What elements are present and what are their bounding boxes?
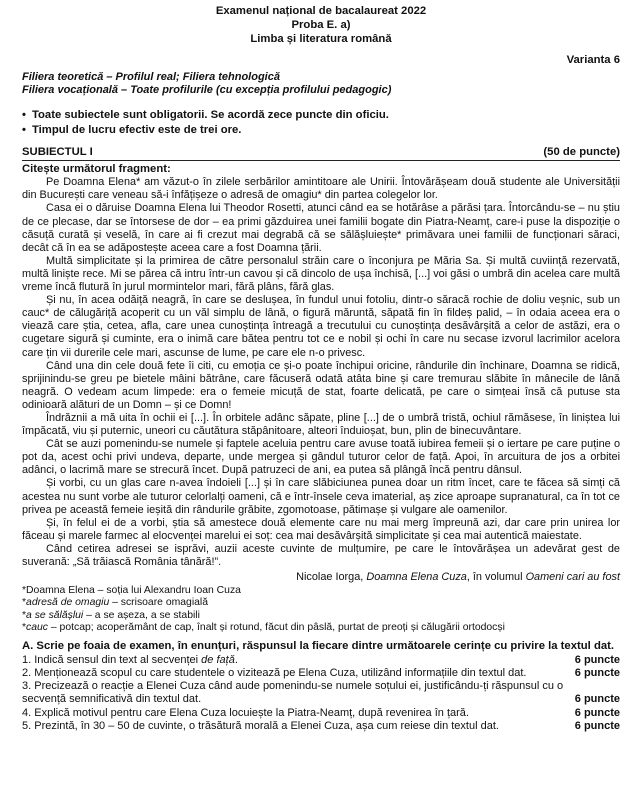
requirement-text — [22, 707, 575, 720]
requirement-points: 6 puncte — [574, 667, 620, 680]
requirement-points: 6 puncte — [574, 706, 620, 719]
requirement-end: . — [234, 653, 238, 666]
note-term: adresă de omagiu — [26, 597, 110, 609]
note-term: a se sălășlui — [26, 609, 84, 621]
fragment-paragraph: Și, în felul ei de a vorbi, știa să amestece două elemente care nu mai merg împreună azi, dar care prin unirea lor făceau și marele farmec al elocvenței marelui ei soț: cea mai desăvârșită simplicitate și cea mai autentică maiestate. — [22, 516, 620, 542]
fragment-paragraph: Multă simplicitate și la primirea de către personalul străin care o înconjura pe Măria Sa. Și multă cuviință rezervată, multă liniște rece. Mi se părea că intru într-un cavou și că dincolo de ușa închisă, [...] voi găsi o umbră din acelea care multă vreme încă flutură în jurul mormintelor mari, fără plâns, fără glas. — [22, 254, 620, 294]
filiera-line-1: Filiera teoretică – Profilul real; Filiera tehnologică — [22, 71, 280, 84]
requirement-number: 3. — [22, 680, 32, 693]
glossary-notes — [22, 585, 620, 634]
glossary-note: *a se sălășlui – a se așeza, a se stabili — [22, 609, 200, 621]
subject-title: SUBIECTUL I — [22, 146, 93, 159]
requirement-body: Menționează scopul cu care studentele o vizitează pe Elena Cuza, utilizând informațiile din textul dat. — [31, 667, 527, 680]
fragment-paragraph: Pe Doamna Elena* am văzut-o în zilele serbărilor amintitoare ale Unirii. Întovărășeam două studente ale Universității din București care veneau să-i înfățișeze o adresă de omagiu* din partea colegelor lor. — [22, 176, 620, 202]
requirement-body: Explică motivul pentru care Elena Cuza locuiește la Piatra-Neamț, după revenirea în țară. — [31, 706, 469, 719]
requirement-item — [22, 680, 620, 706]
fragment-paragraph: Când cetirea adresei se isprăvi, auzii aceste cuvinte de mulțumire, pe care le întovărășea un adevărat gest de suverană: „Să trăiască România tânără!”. — [22, 542, 620, 568]
variant-label: Varianta 6 — [566, 54, 620, 66]
fragment-paragraph: Și nu, în acea odăiță neagră, în care se deslușea, în fundul unui fotoliu, dintr-o săracă rochie de doliu veșnic, sub un cauc* de călugăriță acoperit cu un văl simplu de lână, o figură măruntă, săpată fin în fildeș palid, – în odaia aceea era o viează care știa, cetea, afla, care unea cunoștința întreagă a trecutului cu cunoștința desăvârșită a celor de astăzi, era o cugetare sigură și cuminte, era o inimă care bătea pentru tot ce e nobil și ochi în care nu secase izvorul lacrimilor acelora care țin vii durerile cele mari, ascunse de lume, pe care ele n-o privesc. — [22, 294, 620, 359]
requirement-text — [22, 667, 575, 680]
requirement-points: 6 puncte — [574, 719, 620, 732]
requirement-number: 4. — [22, 706, 32, 719]
fragment-paragraph: Cât se auzi pomenindu-se numele și faptele aceluia pentru care avuse toată iubirea femeii și o iertare pe care puține o pot da, acest ochi privi undeva, departe, unde mergea și gândul tuturor celor de față. Apoi, în arcuitura de jos a orbitei adânci, o lacrimă mare se strecură încet. După patruzeci de ani, ea putea să plângă încă pentru dânsul. — [22, 438, 620, 477]
requirement-text — [22, 654, 575, 667]
source-book: Oameni cari au fost — [525, 571, 620, 584]
requirement-body: Indică sensul din text al secvenței — [31, 653, 202, 666]
glossary-note: *cauc – potcap; acoperământ de cap, înalt și rotund, făcut din pâslă, purtat de preoți și călugării ortodocși — [22, 622, 505, 634]
glossary-note: *adresă de omagiu – scrisoare omagială — [22, 597, 208, 609]
source-connector: , în volumul — [466, 571, 526, 584]
requirement-item — [22, 720, 620, 733]
fragment-paragraph: Când una din cele două fete îi citi, cu emoția ce și-o poate închipui oricine, rândurile din închinare, Doamna se ridică, sprijinindu-se greu pe bietele mâini bătrâne, care făcuseră odată atâta bine și care tremurau slăbite în mânecile de lână neagră. O vedeam acum limpede: era o femeie micuță de stat, foarte delicată, pe care o simțeai însă că putuse sta odinioară alături de un Domn – și ce Domn! — [22, 359, 620, 411]
requirement-item — [22, 654, 620, 667]
requirement-points: 6 puncte — [574, 693, 620, 706]
note-definition: – a se așeza, a se stabili — [83, 609, 200, 621]
requirement-number: 5. — [22, 719, 32, 732]
requirement-number: 1. — [22, 653, 32, 666]
filiera-block — [22, 71, 620, 97]
requirement-emphasis: de față — [201, 653, 235, 666]
requirement-item — [22, 667, 620, 680]
source-title: Doamna Elena Cuza — [366, 571, 467, 584]
fragment-paragraph: Îndrăznii a mă uita în ochii ei [...]. În orbitele adânc săpate, pline [...] de o umbră tristă, ochiul rămăsese, în liniștea lui împăcată, viu și puternic, uneori cu căutătura stăpânitoare, alteori înduioșat, bun, plin de binecuvântare. — [22, 411, 620, 438]
read-instruction: Citește următorul fragment: — [22, 163, 171, 176]
fragment-text — [22, 176, 620, 569]
note-definition: – soția lui Alexandru Ioan Cuza — [94, 585, 241, 597]
requirement-item — [22, 707, 620, 720]
requirement-number: 2. — [22, 667, 32, 680]
rule-item: • Toate subiectele sunt obligatorii. Se acordă zece puncte din oficiu. — [22, 108, 620, 123]
note-term: Doamna Elena — [26, 585, 95, 597]
note-definition: – scrisoare omagială — [109, 597, 208, 609]
fragment-paragraph: Casa ei o dăruise Doamna Elena lui Theodor Rosetti, atunci când ea se hotărâse a părăsi țara. Întorcându-se – nu știu de ce plecase, dar se întorsese de dor – ea primi găzduirea unei familii bogate din Piatra-Neamț, care-i puse la dispoziție o căsuță curată și veselă, în care ai fi crezut mai degrabă că se sălășluiește* primăvara unei familii de funcționari săraci, decât că în ea se adăpostește aceea care a fost Doamna țării. — [22, 202, 620, 254]
requirement-text — [22, 680, 575, 706]
note-definition: – potcap; acoperământ de cap, înalt și rotund, făcut din pâslă, purtat de preoți și călugării ortodocși — [48, 622, 505, 634]
requirement-body: Precizează o reacție a Elenei Cuza când aude pomenindu-se numele soțului ei, justificându-ți răspunsul cu o secvență semnificativă din textul dat. — [22, 680, 564, 706]
task-instruction: A. Scrie pe foaia de examen, în enunțuri, răspunsul la fiecare dintre următoarele cerințe cu privire la textul dat. — [22, 640, 615, 653]
fragment-paragraph: Și vorbi, cu un glas care n-avea îndoieli [...] și în care slăbiciunea punea doar un ritm încet, care te făcea să simți că acestea nu sunt vorbe ale tuturor celorlalți oameni, că e într-însele ceva imaterial, aș zice aproape supranatural, ca în tot ce privea pe această femeie ieșită din rândurile grăbite, zgomotoase, pătimașe și vulgare ale oamenilor. — [22, 477, 620, 516]
requirement-points: 6 puncte — [574, 653, 620, 666]
rule-item: • Timpul de lucru efectiv este de trei ore. — [22, 123, 620, 138]
exam-rules — [22, 108, 620, 137]
requirements-list — [22, 654, 620, 733]
exam-title: Examenul național de bacalaureat 2022 — [215, 5, 427, 17]
fragment-source — [22, 571, 620, 584]
subject-header — [22, 146, 620, 161]
requirement-text — [22, 720, 575, 733]
glossary-note: *Doamna Elena – soția lui Alexandru Ioan Cuza — [22, 585, 241, 597]
source-author: Nicolae Iorga, — [296, 571, 367, 584]
exam-subject: Limba și literatura română — [250, 33, 392, 45]
exam-page — [22, 4, 620, 733]
requirement-body: Prezintă, în 30 – 50 de cuvinte, o trăsătură morală a Elenei Cuza, așa cum reiese din textul dat. — [31, 719, 499, 732]
note-term: cauc — [26, 622, 48, 634]
exam-proba: Proba E. a) — [291, 19, 351, 31]
filiera-line-2: Filiera vocațională – Toate profilurile (cu excepția profilului pedagogic) — [22, 84, 392, 97]
subject-points: (50 de puncte) — [543, 146, 620, 159]
